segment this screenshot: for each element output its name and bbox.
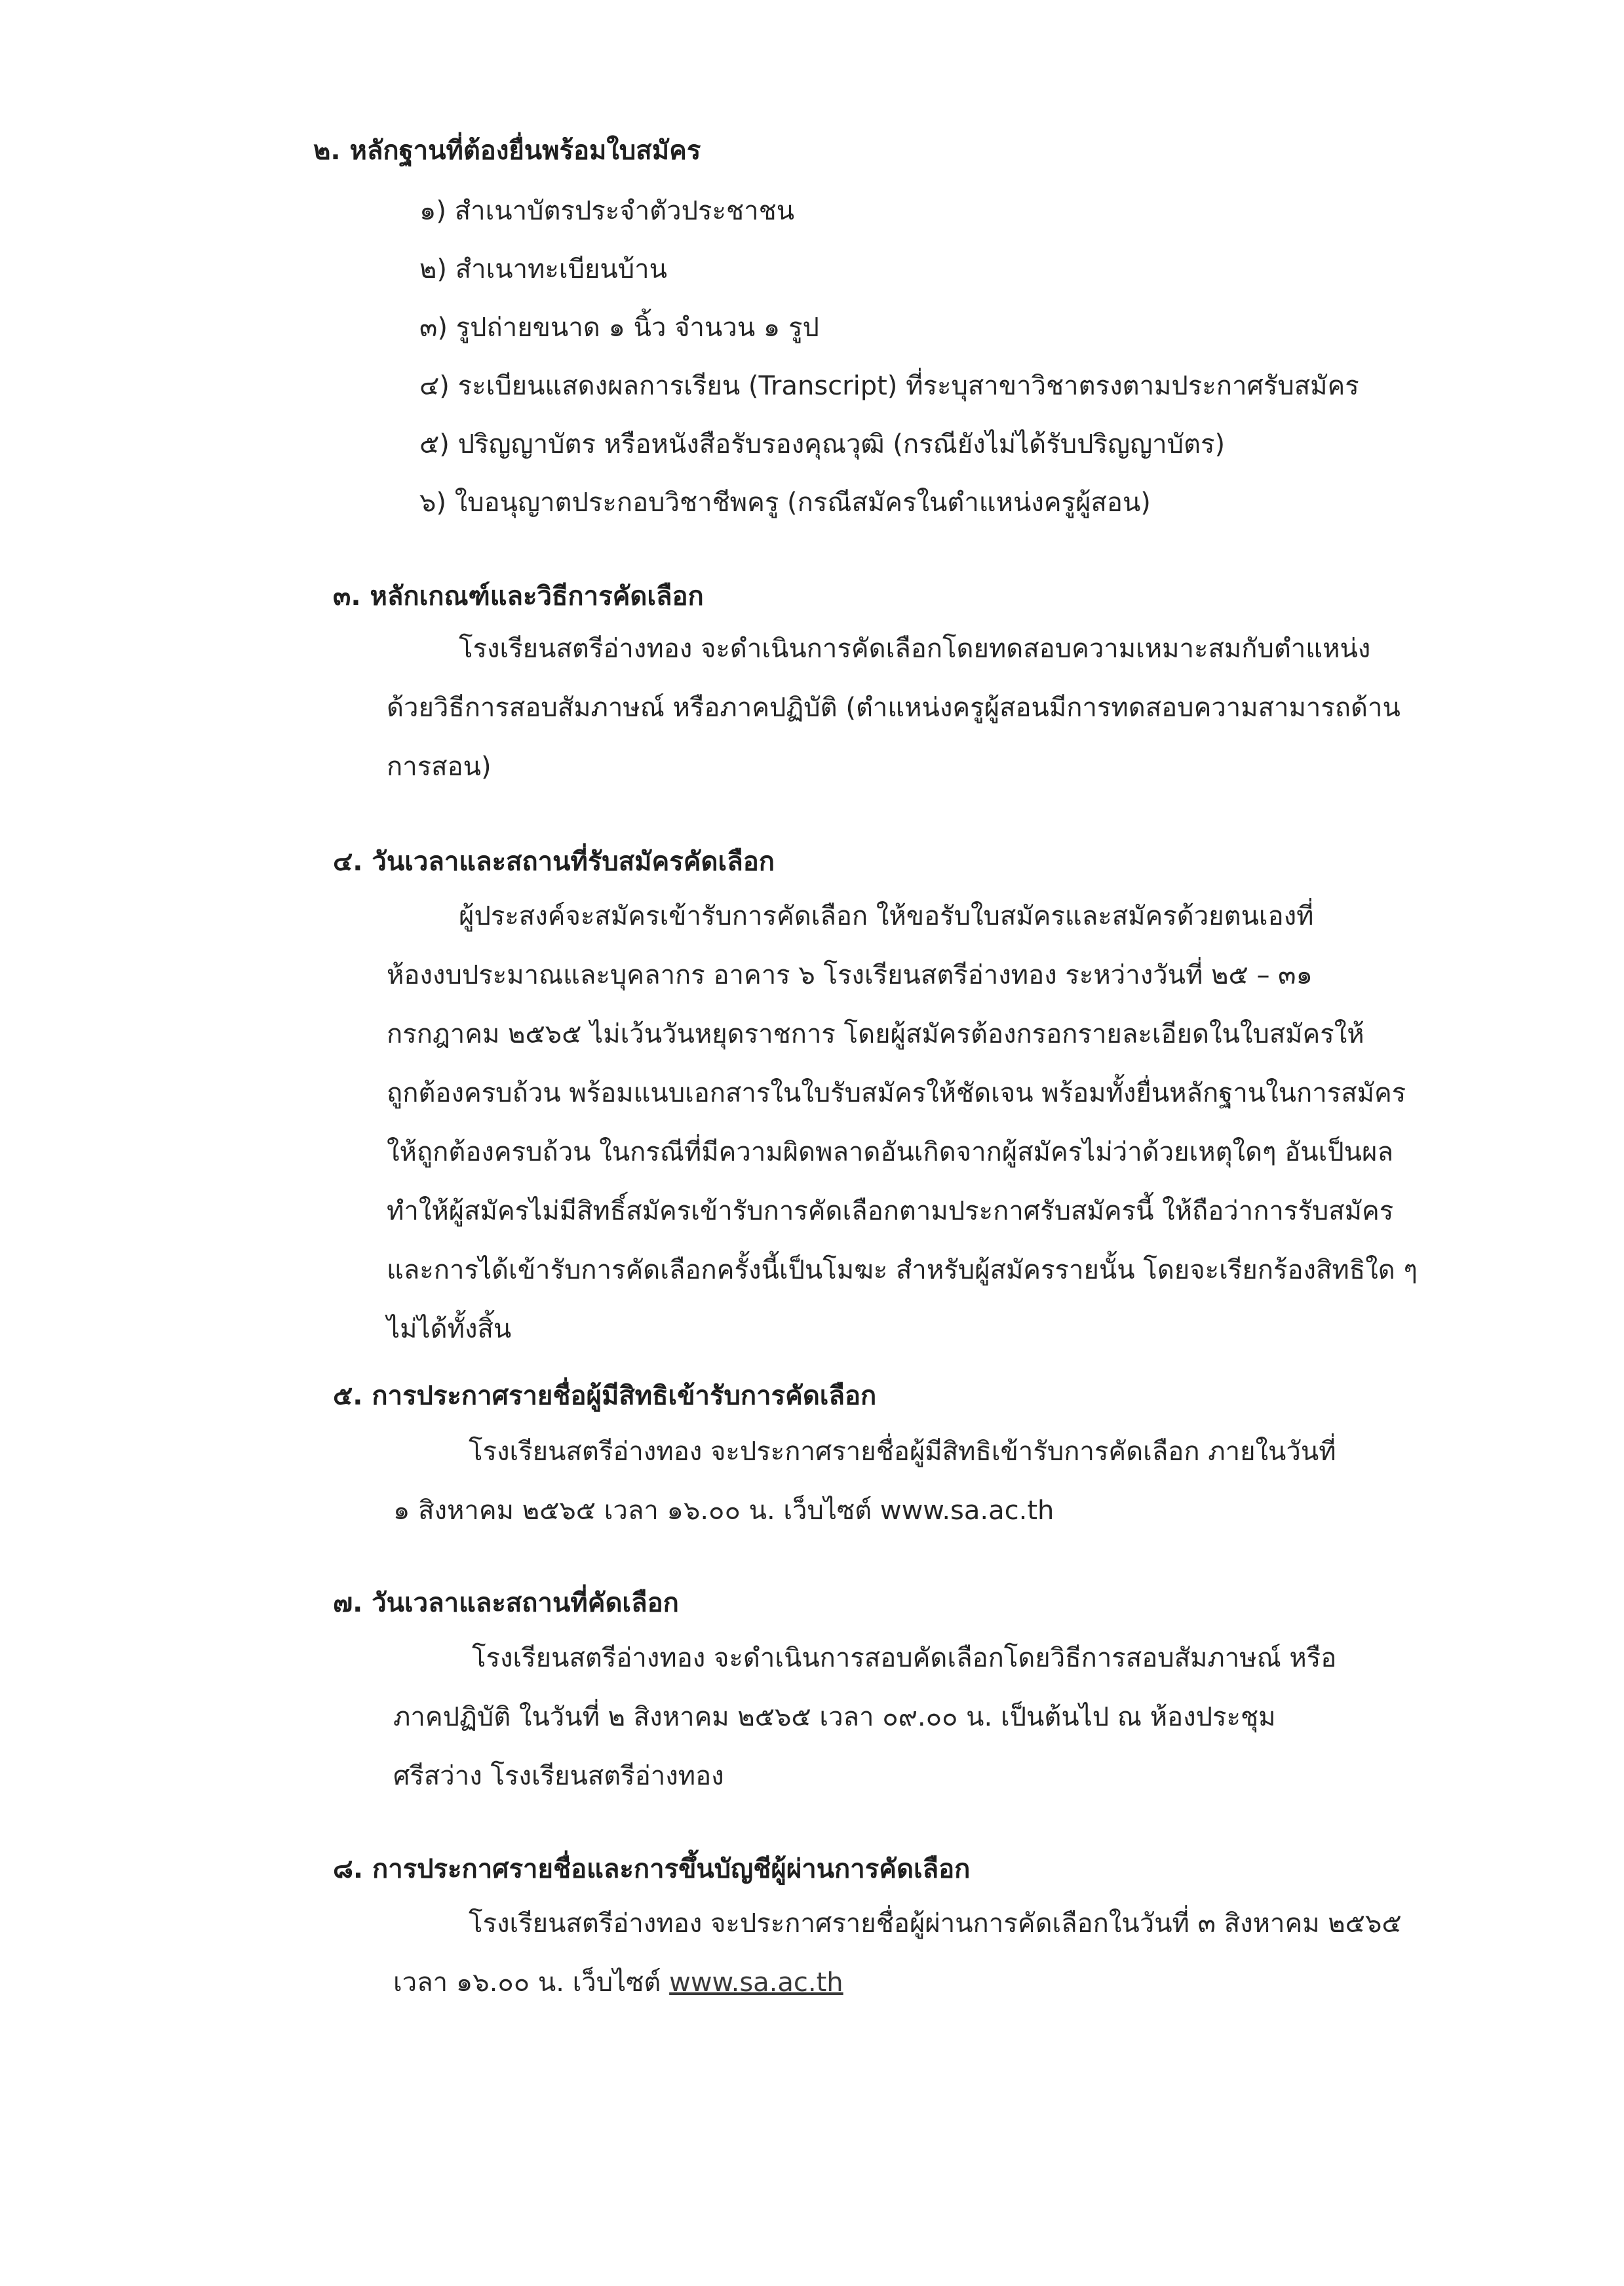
section-4-line-1: ผู้ประสงค์จะสมัครเข้ารับการคัดเลือก ให้ขอรับใบสมัครและสมัครด้วยตนเองที่	[459, 901, 1314, 931]
section-3-line-3: การสอน)	[387, 752, 492, 782]
section-2-item-4: ๔) ระเบียนแสดงผลการเรียน (Transcript) ที่ระบุสาขาวิชาตรงตามประกาศรับสมัคร	[419, 371, 1359, 401]
section-7-line-2: ภาคปฏิบัติ ในวันที่ ๒ สิงหาคม ๒๕๖๕ เวลา ๐๙.๐๐ น. เป็นต้นไป ณ ห้องประชุม	[393, 1702, 1276, 1732]
section-5-line-1: โรงเรียนสตรีอ่างทอง จะประกาศรายชื่อผู้มีสิทธิเข้ารับการคัดเลือก ภายในวันที่	[469, 1437, 1336, 1467]
section-4-line-2: ห้องงบประมาณและบุคลากร อาคาร ๖ โรงเรียนสตรีอ่างทอง ระหว่างวันที่ ๒๕ – ๓๑	[387, 960, 1313, 990]
section-4-line-7: และการได้เข้ารับการคัดเลือกครั้งนี้เป็นโมฆะ สำหรับผู้สมัครรายนั้น โดยจะเรียกร้องสิทธิใด ๆ	[387, 1255, 1418, 1285]
section-4-heading: ๔. วันเวลาและสถานที่รับสมัครคัดเลือก	[333, 847, 775, 877]
section-8-line-1: โรงเรียนสตรีอ่างทอง จะประกาศรายชื่อผู้ผ่านการคัดเลือกในวันที่ ๓ สิงหาคม ๒๕๖๕	[469, 1908, 1402, 1939]
section-4-line-3: กรกฎาคม ๒๕๖๕ ไม่เว้นวันหยุดราชการ โดยผู้สมัครต้องกรอกรายละเอียดในใบสมัครให้	[387, 1019, 1364, 1049]
section-2-item-2: ๒) สำเนาทะเบียนบ้าน	[419, 254, 667, 284]
website-link[interactable]: www.sa.ac.th	[669, 1967, 843, 1998]
section-3-line-2: ด้วยวิธีการสอบสัมภาษณ์ หรือภาคปฏิบัติ (ตำแหน่งครูผู้สอนมีการทดสอบความสามารถด้าน	[387, 693, 1401, 723]
section-4-line-5: ให้ถูกต้องครบถ้วน ในกรณีที่มีความผิดพลาดอันเกิดจากผู้สมัครไม่ว่าด้วยเหตุใดๆ อันเป็นผล	[387, 1137, 1393, 1167]
section-8-heading: ๘. การประกาศรายชื่อและการขึ้นบัญชีผู้ผ่านการคัดเลือก	[333, 1854, 971, 1884]
section-2-item-1: ๑) สำเนาบัตรประจำตัวประชาชน	[419, 196, 795, 226]
section-2-item-3: ๓) รูปถ่ายขนาด ๑ นิ้ว จำนวน ๑ รูป	[419, 313, 819, 343]
section-8-line-2-text: เวลา ๑๖.๐๐ น. เว็บไซต์	[393, 1967, 670, 1998]
section-4-line-4: ถูกต้องครบถ้วน พร้อมแนบเอกสารในใบรับสมัครให้ชัดเจน พร้อมทั้งยื่นหลักฐานในการสมัคร	[387, 1078, 1406, 1108]
section-4-line-6: ทำให้ผู้สมัครไม่มีสิทธิ์สมัครเข้ารับการคัดเลือกตามประกาศรับสมัครนี้ ให้ถือว่าการรับสมัคร	[387, 1196, 1394, 1226]
section-2-heading: ๒. หลักฐานที่ต้องยื่นพร้อมใบสมัคร	[313, 136, 701, 166]
section-5-heading: ๕. การประกาศรายชื่อผู้มีสิทธิเข้ารับการคัดเลือก	[333, 1381, 877, 1411]
section-2-item-6: ๖) ใบอนุญาตประกอบวิชาชีพครู (กรณีสมัครในตำแหน่งครูผู้สอน)	[419, 488, 1151, 518]
section-3-heading: ๓. หลักเกณฑ์และวิธีการคัดเลือก	[333, 581, 704, 611]
section-8-line-2	[393, 1963, 843, 2002]
section-7-line-1: โรงเรียนสตรีอ่างทอง จะดำเนินการสอบคัดเลือกโดยวิธีการสอบสัมภาษณ์ หรือ	[472, 1643, 1337, 1673]
section-2-item-5: ๕) ปริญญาบัตร หรือหนังสือรับรองคุณวุฒิ (กรณียังไม่ได้รับปริญญาบัตร)	[419, 429, 1226, 459]
section-7-line-3: ศรีสว่าง โรงเรียนสตรีอ่างทอง	[393, 1761, 724, 1791]
section-4-line-8: ไม่ได้ทั้งสิ้น	[387, 1314, 512, 1344]
section-3-line-1: โรงเรียนสตรีอ่างทอง จะดำเนินการคัดเลือกโดยทดสอบความเหมาะสมกับตำแหน่ง	[459, 634, 1371, 664]
section-5-line-2: ๑ สิงหาคม ๒๕๖๕ เวลา ๑๖.๐๐ น. เว็บไซต์ www.sa.ac.th	[393, 1496, 1054, 1526]
section-7-heading: ๗. วันเวลาและสถานที่คัดเลือก	[333, 1588, 679, 1618]
